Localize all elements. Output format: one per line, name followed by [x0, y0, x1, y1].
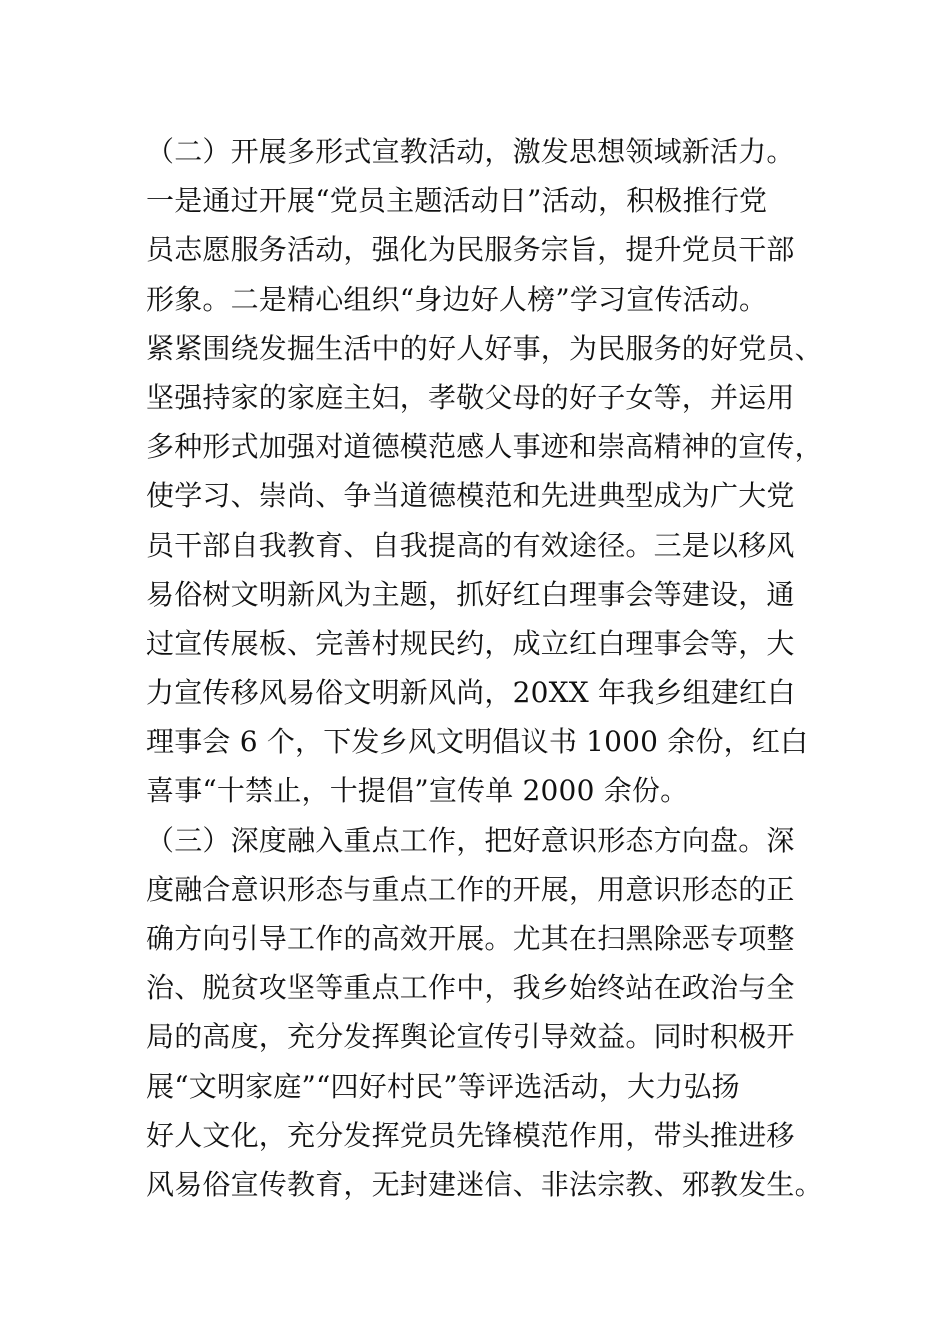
text-line: 易俗树文明新风为主题，抓好红白理事会等建设，通 [146, 577, 795, 611]
text-line: 一是通过开展“党员主题活动日”活动，积极推行党 [146, 184, 768, 218]
text-line: 过宣传展板、完善村规民约，成立红白理事会等，大 [146, 626, 795, 660]
text-line: 员志愿服务活动，强化为民服务宗旨，提升党员干部 [146, 233, 795, 267]
text-line: 使学习、崇尚、争当道德模范和先进典型成为广大党 [146, 479, 795, 513]
text-line: 坚强持家的家庭主妇，孝敬父母的好子女等，并运用 [146, 380, 795, 414]
text-line: 理事会 6 个，下发乡风文明倡议书 1000 余份，红白 [146, 725, 809, 759]
text-line: 确方向引导工作的高效开展。尤其在扫黑除恶专项整 [146, 922, 795, 955]
text-line: 多种形式加强对道德模范感人事迹和崇高精神的宣传， [146, 430, 823, 464]
text-line: 形象。二是精心组织“身边好人榜”学习宣传活动。 [146, 282, 768, 316]
text-line: 紧紧围绕发掘生活中的好人好事，为民服务的好党员、 [146, 331, 823, 365]
text-line: 风易俗宣传教育，无封建迷信、非法宗教、邪教发生。 [146, 1167, 823, 1201]
body-text [146, 127, 846, 1209]
text-line: （三）深度融入重点工作，把好意识形态方向盘。深 [146, 823, 795, 857]
text-line: 员干部自我教育、自我提高的有效途径。三是以移风 [146, 528, 795, 562]
text-line: （二）开展多形式宣教活动，激发思想领域新活力。 [146, 135, 795, 168]
text-line: 好人文化，充分发挥党员先锋模范作用，带头推进移 [146, 1118, 795, 1152]
text-line: 力宣传移风易俗文明新风尚，20XX 年我乡组建红白 [146, 676, 796, 710]
text-line: 喜事“十禁止，十提倡”宣传单 2000 余份。 [146, 774, 689, 808]
text-line: 局的高度，充分发挥舆论宣传引导效益。同时积极开 [146, 1020, 795, 1054]
text-line: 展“文明家庭”“四好村民”等评选活动，大力弘扬 [146, 1069, 740, 1103]
text-line: 度融合意识形态与重点工作的开展，用意识形态的正 [146, 872, 795, 906]
text-line: 治、脱贫攻坚等重点工作中，我乡始终站在政治与全 [146, 971, 795, 1005]
